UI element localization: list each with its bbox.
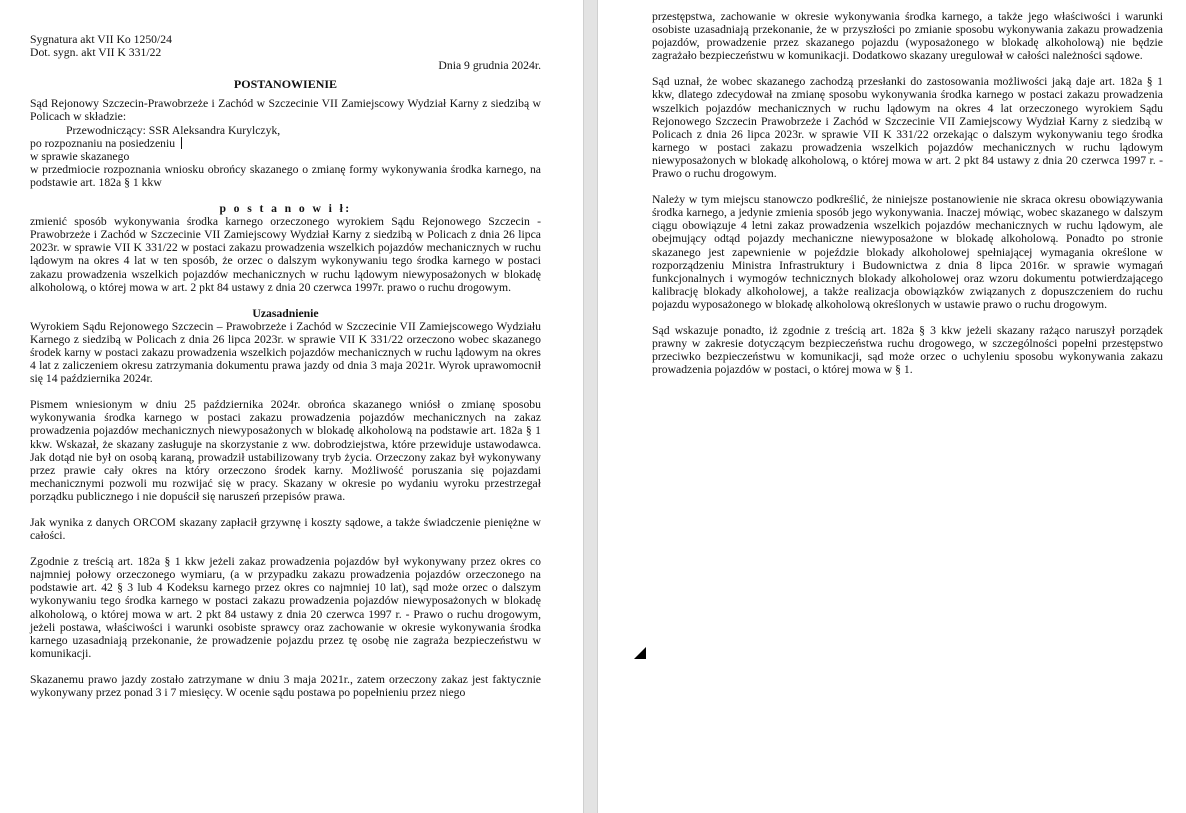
case-signature[interactable]: Sygnatura akt VII Ko 1250/24	[30, 33, 172, 46]
reasons-paragraph-1[interactable]: Wyrokiem Sądu Rejonowego Szczecin – Prawobrzeże i Zachód w Szczecinie VII Zamiejscowego Wydziału Karnego z siedzibą w Policach z dnia 26 lipca 2023r. w sprawie VII K 331/22 orzeczono wobec skazanego środek karny w postaci zakazu prowadzenia wszelkich pojazdów mechanicznych w ruchu lądowym na okres 4 lat z zaliczeniem okresu zatrzymania dokumentu prawa jazdy od dnia 3 maja 2021r. Wyrok uprawomocnił się 14 października 2024r.	[30, 319, 541, 386]
reasons-paragraph-7[interactable]: Sąd uznał, że wobec skazanego zachodzą przesłanki do zastosowania możliwości jaką daje art. 182a § 1 kkw, dlatego zdecydował na zmianę sposobu wykonywania środka karnego w postaci zakazu prowadzenia wszelkich pojazdów mechanicznych w ruchu lądowym na okres 4 lat orzeczonego wyrokiem Sądu Rejonowego Szczecin Prawobrzeże i Zachód w Szczecinie VII Zamiejscowy Wydział Karny z siedzibą w Policach z dnia 26 lipca 2023r. w sprawie VII K 331/22 orzekając o dalszym wykonywaniu tego środka karnego w postaci zakazu prowadzenia wszelkich pojazdów mechanicznych w ruchu lądowym niewyposażonych w blokadę alkoholową, o której mowa w art. 2 pkt 84 ustawy z dnia 20 czerwca 1997 r. - Prawo o ruchu drogowym.	[652, 75, 1163, 181]
page-gutter	[583, 0, 598, 813]
case-line[interactable]: w sprawie skazanego	[30, 149, 130, 163]
presiding-judge[interactable]: Przewodniczący: SSR Aleksandra Kurylczyk,	[66, 123, 281, 137]
reasons-paragraph-3[interactable]: Jak wynika z danych ORCOM skazany zapłacił grzywnę i koszty sądowe, a także świadczenie pieniężne w całości.	[30, 516, 541, 543]
text-cursor	[181, 137, 182, 149]
decision-heading[interactable]: p o s t a n o w i ł:	[219, 202, 352, 216]
reasons-paragraph-2[interactable]: Pismem wniesionym w dniu 25 października 2024r. obrońca skazanego wniósł o zmianę sposobu wykonywania środka karnego w postaci zakazu prowadzenia pojazdów mechanicznych na zakaz prowadzenia pojazdów mechanicznych niewyposażonych w blokadę alkoholową na podstawie art. 182a § 1 kkw. Wskazał, że skazany zasługuje na skorzystanie z ww. dobrodziejstwa, które przewiduje ustawodawca. Jak dotąd nie był on osobą karaną, prowadził ustabilizowany tryb życia. Orzeczony zakaz był wykonywany przez prawie cały okres na który orzeczono środek karny. Możliwość poruszania się pojazdami mechanicznymi pozwoli mu rozwijać się w pracy. Skazany w okresie po wydaniu wyroku przestrzegał porządku publicznego i nie dopuścił się naruszeń przepisów prawa.	[30, 398, 541, 503]
reasons-paragraph-8[interactable]: Należy w tym miejscu stanowczo podkreślić, że niniejsze postanowienie nie skraca okresu obowiązywania środka karnego, a jedynie zmienia sposób jego wykonywania. Inaczej mówiąc, wobec skazanego w dalszym ciągu obowiązuje 4 letni zakaz prowadzenia wszelkich pojazdów mechanicznych w ruchu lądowym, ale obejmujący odtąd pojazdy mechaniczne niewyposażone w blokadę alkoholową. Ponadto po stronie skazanego jest zapewnienie w pojeździe blokady alkoholowej spełniającej wymagania określone w rozporządzeniu Ministra Infrastruktury i Budownictwa z dnia 8 lipca 2016r. w sprawie wymagań funkcjonalnych i wymogów technicznych blokady alkoholowej oraz wzoru dokumentu potwierdzającego kalibrację blokady alkoholowej, a także realizacja obowiązków związanych z dopuszczeniem do ruchu pojazdu wyposażonego w blokadę alkoholową określonych w ustawie prawo o ruchu drogowym.	[652, 193, 1163, 311]
resize-handle-icon	[634, 647, 646, 659]
document-title[interactable]: POSTANOWIENIE	[233, 77, 338, 92]
document-page-left[interactable]	[0, 0, 583, 813]
related-case-signature[interactable]: Dot. sygn. akt VII K 331/22	[30, 46, 162, 60]
reasons-paragraph-5[interactable]: Skazanemu prawo jazdy zostało zatrzymane w dniu 3 maja 2021r., zatem orzeczony zakaz jest faktycznie wykonywany przez ponad 3 i 7 miesięcy. W ocenie sądu postawa po popełnieniu przez niego	[30, 672, 541, 700]
decision-text[interactable]: zmienić sposób wykonywania środka karnego orzeczonego wyrokiem Sądu Rejonowego Szczecin - Prawobrzeże i Zachód w Szczecinie VII Zamiejscowy Wydział Karny z siedzibą w Policach z dnia 26 lipca 2023r. w sprawie VII K 331/22 w postaci zakazu prowadzenia wszelkich pojazdów mechanicznych w ruchu lądowym na okres 4 lat w ten sposób, że orzec o dalszym wykonywaniu tego środka karnego w postaci zakazu prowadzenia wszelkich pojazdów mechanicznych w ruchu lądowym niewyposażonych w blokadę alkoholową, o której mowa w art. 2 pkt 84 ustawy z dnia 20 czerwca 1997r. prawo o ruchu drogowym.	[30, 215, 541, 294]
page-content-right[interactable]	[652, 10, 1163, 376]
court-composition[interactable]: Sąd Rejonowy Szczecin-Prawobrzeże i Zachód w Szczecinie VII Zamiejscowy Wydział Karny z siedzibą w Policach w składzie:	[30, 97, 541, 124]
page-content-left[interactable]	[30, 33, 541, 699]
session-line[interactable]	[30, 137, 541, 150]
session-text[interactable]: po rozpoznaniu na posiedzeniu	[30, 136, 176, 150]
reasons-paragraph-6[interactable]: przestępstwa, zachowanie w okresie wykonywania środka karnego, a także jego właściwości i warunki osobiste uzasadniają przekonanie, że w przyszłości po zmianie sposobu wykonywania zakazu prowadzenia pojazdów, prowadzenie przez skazanego pojazdu (wyposażonego w blokadę alkoholową) nie będzie zagrażało bezpieczeństwu w komunikacji. Dodatkowo skazany uregulował w całości należności sądowe.	[652, 10, 1163, 63]
reasons-paragraph-4[interactable]: Zgodnie z treścią art. 182a § 1 kkw jeżeli zakaz prowadzenia pojazdów był wykonywany przez okres co najmniej połowy orzeczonego wymiaru, (a w przypadku zakazu prowadzenia pojazdów orzeczonego na podstawie art. 42 § 3 lub 4 Kodeksu karnego przez okres co najmniej 10 lat), sąd może orzec o dalszym wykonywaniu tego środka karnego w postaci zakazu prowadzenia pojazdów niewyposażonych w blokadę alkoholową, o której mowa w art. 2 pkt 84 ustawy z dnia 20 czerwca 1997 r. - Prawo o ruchu drogowym, jeżeli postawa, właściwości i warunki osobiste sprawcy oraz zachowanie w okresie wykonywania środka karnego uzasadniają przekonanie, że prowadzenie pojazdu przez tę osobę nie zagraża bezpieczeństwu w komunikacji.	[30, 555, 541, 660]
reasons-paragraph-9[interactable]: Sąd wskazuje ponadto, iż zgodnie z treścią art. 182a § 3 kkw jeżeli skazany rażąco naruszył porządek prawny w zakresie dotyczącym bezpieczeństwa ruchu drogowego, w szczególności popełni przestępstwo przeciwko bezpieczeństwu w komunikacji, sąd może orzec o uchyleniu sposobu wykonywania zakazu prowadzenia pojazdów w postaci, o której mowa w § 1.	[652, 323, 1163, 377]
reasons-heading[interactable]: Uzasadnienie	[252, 306, 319, 320]
document-page-right[interactable]	[598, 0, 1186, 813]
document-date[interactable]: Dnia 9 grudnia 2024r.	[438, 59, 541, 73]
subject-line[interactable]: w przedmiocie rozpoznania wniosku obrońcy skazanego o zmianę formy wykonywania środka karnego, na podstawie art. 182a § 1 kkw	[30, 162, 541, 189]
